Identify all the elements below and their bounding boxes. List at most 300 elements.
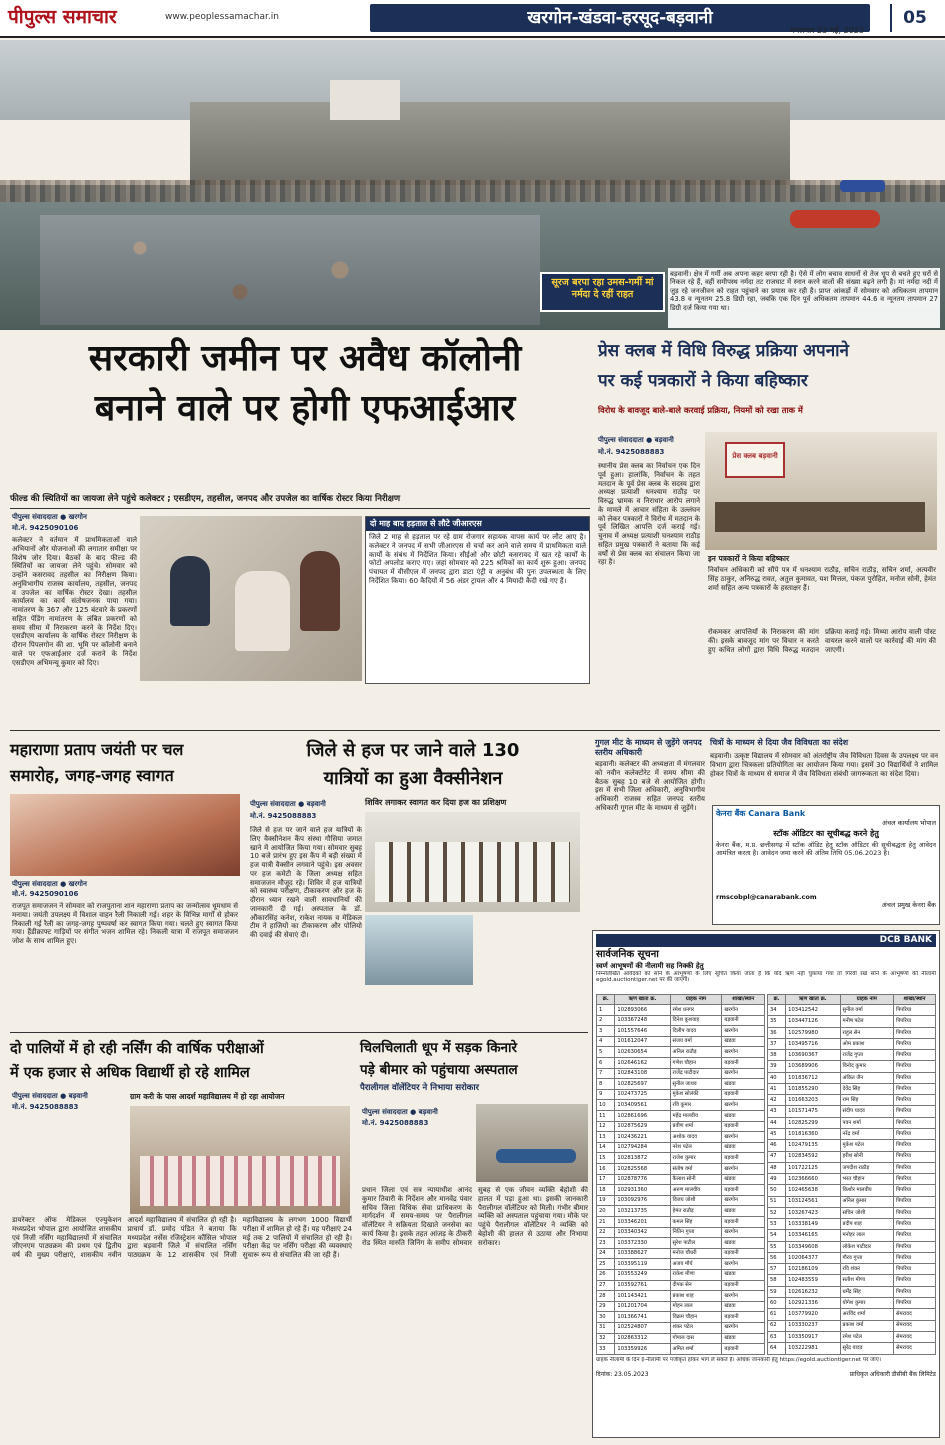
table-cell: 16 <box>597 1164 615 1175</box>
table-cell: खंडवा <box>722 1333 765 1344</box>
canara-bank-name: केनरा बैंक Canara Bank <box>716 809 806 818</box>
table-cell: पिपरिया <box>894 1219 936 1230</box>
table-cell: खरगोन <box>722 1132 765 1143</box>
table-cell: 102646162 <box>615 1058 670 1069</box>
table-row <box>597 1333 765 1344</box>
table-cell: 58 <box>768 1275 786 1286</box>
table-cell: मुकेश सोलंकी <box>670 1089 722 1100</box>
table-cell: खरगोन <box>722 1164 765 1175</box>
table-cell: 50 <box>768 1185 786 1196</box>
table-cell: 103689906 <box>786 1061 840 1072</box>
table-cell: 102861696 <box>615 1111 670 1122</box>
meet-headline: गुगल मीट के माध्यम से जुड़ेंगे जनपद स्तरीय अधिकारी <box>595 738 702 757</box>
table-cell: दिलीप यादव <box>670 1026 722 1037</box>
table-cell: 102825697 <box>615 1079 670 1090</box>
table-cell: बड़वानी <box>722 1185 765 1196</box>
table-cell: 1 <box>597 1005 615 1016</box>
table-cell: 102825299 <box>786 1117 840 1128</box>
table-cell: लोकेश पाटीदार <box>840 1241 893 1252</box>
table-cell: 54 <box>768 1230 786 1241</box>
table-row <box>768 1275 936 1286</box>
table-cell: 102479135 <box>786 1140 840 1151</box>
table-row <box>597 1142 765 1153</box>
table-cell: 102579980 <box>786 1027 840 1038</box>
table-cell: 51 <box>768 1196 786 1207</box>
table-cell: 102921336 <box>786 1298 840 1309</box>
table-cell: कमल सिंह <box>670 1216 722 1227</box>
table-cell: खंडवा <box>722 1079 765 1090</box>
table-cell: अमित शर्मा <box>670 1344 722 1355</box>
table-row <box>768 1162 936 1173</box>
table-cell: 23 <box>597 1238 615 1249</box>
table-cell: 102483559 <box>786 1275 840 1286</box>
table-cell: 56 <box>768 1252 786 1263</box>
table-row <box>597 1301 765 1312</box>
dcb-col-branch: शाखा/स्थान <box>894 994 936 1005</box>
hajj-headline-1: जिले से हज पर जाने वाले 130 <box>306 740 520 761</box>
press-photo-caption: निर्वाचन अधिकारी को सौंपे पत्र में धनश्याम राठौड़, सचिन राठौड़, सचिन शर्मा, अत्यवीर सिंह ठाकुर, अनिरुद्ध रावत, अतुल कुमावत, यश मित्तल, पंकज पुरोहित, मनोज सोनी, हेमंत शर्मा सहित अन्य पत्रकारों के हस्ताक्षर हैं। <box>708 566 936 592</box>
road-headline-1: चिलचिलाती धूप में सड़क किनारे <box>360 1040 518 1056</box>
table-cell: राजेंद्र पाटीदार <box>670 1068 722 1079</box>
table-cell: खंडवा <box>722 1036 765 1047</box>
table-row <box>768 1264 936 1275</box>
table-cell: बड़वानी <box>722 1153 765 1164</box>
table-cell: 5 <box>597 1047 615 1058</box>
table-cell: खरगोन <box>722 1026 765 1037</box>
grs-box-text: जिले 2 माह से हड़ताल पर रहे ग्राम रोजगार सहायक वापस कार्य पर लौट आए है। कलेक्टर ने जनपद में सभी जीआरएस से चर्चा कर आने वाले समय में प्राथमिकता वाले कार्यों के संबंध में निर्देशित किया। सीईओ और छोटी कसरावद में खत रहे कार्यों के फोटो अपलोड कराए गए। जहां सोमवार को 225 श्रमिकों का कार्य शुरू हुआ। जनपद पंचायत में वीसीएल में जनपद द्वारा डाटा एंट्री व अनुबंध की पुनः उपलब्धता के लिए निर्देशित किया। 60 कैदियों में 56 अंडर ट्रायल और 4 मियादी कैदी रखे गए हैं। <box>369 533 586 585</box>
table-cell: 102630654 <box>615 1047 670 1058</box>
table-cell: दिनेश कुशवाह <box>670 1015 722 1026</box>
road-phone: मो.नं. 9425088883 <box>362 1119 429 1127</box>
table-cell: ओम प्रकाश <box>840 1038 893 1049</box>
table-cell: 21 <box>597 1216 615 1227</box>
dcb-col-no: क्र. <box>597 994 615 1005</box>
press-text-2: रोकमकर आपत्तियों के निराकरण की मांग की। इसके बावजूद मांग पर विचार न करते हुए कथित लोगों द्वारा विधि विरुद्ध मतदान प्रक्रिया कराई गई। मिथ्या आरोप वाली पोस्ट वायरल करने वालों पर कार्रवाई की मांग की जाएगी। <box>708 628 936 654</box>
dcb-col-no: क्र. <box>768 994 786 1005</box>
table-cell: 43 <box>768 1106 786 1117</box>
grs-box-head: दो माह बाद हड़ताल से लौटे जीआरएस <box>366 517 589 531</box>
table-cell: 102436221 <box>615 1132 670 1143</box>
table-row <box>768 1140 936 1151</box>
table-cell: सेमरावद <box>894 1331 936 1342</box>
hajj-group-photo <box>365 812 580 912</box>
table-row <box>597 1153 765 1164</box>
table-cell: बड़वानी <box>722 1248 765 1259</box>
table-cell: पिपरिया <box>894 1196 936 1207</box>
table-cell: पिपरिया <box>894 1140 936 1151</box>
table-cell: पिपरिया <box>894 1185 936 1196</box>
table-cell: 59 <box>768 1286 786 1297</box>
table-row <box>768 1196 936 1207</box>
table-cell: खंडवा <box>722 1111 765 1122</box>
table-cell: 101143421 <box>615 1291 670 1302</box>
table-row <box>597 1195 765 1206</box>
table-cell: पिपरिया <box>894 1241 936 1252</box>
table-cell: पिपरिया <box>894 1038 936 1049</box>
hajj-subhead: शिविर लगाकर स्वागत कर दिया हज का प्रशिक्षण <box>365 798 507 807</box>
table-row <box>597 1344 765 1355</box>
table-cell: सुरेंद्र यादव <box>840 1343 893 1355</box>
table-row <box>597 1132 765 1143</box>
table-cell: 102875629 <box>615 1121 670 1132</box>
table-cell: 102794284 <box>615 1142 670 1153</box>
table-cell: 3 <box>597 1026 615 1037</box>
table-cell: मनोज चौधरी <box>670 1248 722 1259</box>
table-cell: प्रवीण शर्मा <box>670 1121 722 1132</box>
table-cell: सुनील जाधव <box>670 1079 722 1090</box>
table-row <box>597 1164 765 1175</box>
table-cell: खंडवा <box>722 1269 765 1280</box>
table-cell: 103779920 <box>786 1309 840 1320</box>
table-cell: 63 <box>768 1331 786 1342</box>
table-cell: 49 <box>768 1174 786 1185</box>
colony-headline-1: सरकारी जमीन पर अवैध कॉलोनी <box>88 338 522 379</box>
table-cell: हरीश सोनी <box>840 1151 893 1162</box>
table-cell: प्रकाश शाह <box>670 1291 722 1302</box>
table-cell: पिपरिया <box>894 1083 936 1094</box>
table-row <box>597 1185 765 1196</box>
table-cell: पिपरिया <box>894 1230 936 1241</box>
table-row <box>597 1111 765 1122</box>
table-cell: 41 <box>768 1083 786 1094</box>
table-cell: 103124561 <box>786 1196 840 1207</box>
road-byline: पीपुल्स संवाददाता ● बड़वानी <box>362 1108 438 1116</box>
masthead <box>0 0 945 38</box>
table-row <box>768 1072 936 1083</box>
dcb-col-branch: शाखा/स्थान <box>722 994 765 1005</box>
table-row <box>768 1117 936 1128</box>
table-row <box>597 1174 765 1185</box>
table-cell: 102931360 <box>615 1185 670 1196</box>
table-cell: अनिल कुमार <box>840 1196 893 1207</box>
table-cell: 102064377 <box>786 1252 840 1263</box>
nursing-byline: पीपुल्स संवाददाता ● बड़वानी <box>12 1092 88 1100</box>
table-cell: 103330237 <box>786 1320 840 1331</box>
colony-phone: मो.नं. 9425090106 <box>12 524 79 532</box>
table-cell: 61 <box>768 1309 786 1320</box>
table-row <box>768 1050 936 1061</box>
table-cell: बड़वानी <box>722 1344 765 1355</box>
table-cell: 103267423 <box>786 1207 840 1218</box>
table-cell: 14 <box>597 1142 615 1153</box>
region-banner: खरगोन-खंडवा-हरसूद-बड़वानी <box>370 4 870 32</box>
table-row <box>768 1185 936 1196</box>
canara-text: केनरा बैंक, म.प्र. छत्तीसगढ़ में स्टॉक ऑडिट हेतु स्टॉक ऑडिटर की सूचीबद्धता हेतु आवेदन आमंत्रित करता है। आवेदन जमा करने की अंतिम तिथि 05.06.2023 है। <box>716 841 936 858</box>
table-cell: हेमंत राठौड़ <box>670 1206 722 1217</box>
table-row <box>768 1230 936 1241</box>
top-story-text: बड़वानी। क्षेत्र में गर्मी अब अपना कहर बरपा रही है। ऐसे में लोग बचाव साधनों से तेज धूप से बचते हुए घरों से निकल रहे हैं, वहीं समीपस्थ नर्मदा तट राजघाट में स्नान करने वालों की संख्या बढ़ने लगी है। मां नर्मदा नदी में जुड़ रहे जनजीवन को राहत पहुंचाने का प्रयास कर रही है। प्राप्त आंकड़ों में सोमवार को अधिकतम तापमान 43.8 व न्यूनतम 25.8 डिग्री रहा, जबकि एक दिन पूर्व अधिकतम तापमान 44.6 व न्यूनतम तापमान 27 डिग्री दर्ज किया गया था। <box>668 268 940 328</box>
table-cell: 10 <box>597 1100 615 1111</box>
table-cell: नरेश पटेल <box>670 1142 722 1153</box>
table-row <box>597 1248 765 1259</box>
table-cell: संदीप यादव <box>840 1106 893 1117</box>
table-row <box>768 1005 936 1016</box>
dcb-col-account: ऋण खाता क्र. <box>786 994 840 1005</box>
table-row <box>597 1238 765 1249</box>
table-cell: 60 <box>768 1298 786 1309</box>
dcb-col-account: ऋण खाता क्र. <box>615 994 670 1005</box>
table-cell: 101836712 <box>786 1072 840 1083</box>
table-cell: 103349608 <box>786 1241 840 1252</box>
table-row <box>597 1291 765 1302</box>
colony-text: कलेक्टर ने वर्तमान में प्राथमिकताओं वाले अभियानों और योजनाओं की लगातार समीक्षा पर विशेष जोर दिया। बैठकों के बाद फील्ड की स्थितियों का जायजा लेने पहुंचे। सोमवार को उन्होंने कसरावद तहसील का निरीक्षण किया। अनुविभागीय राजस्व कार्यालय, तहसील, जनपद व उपजेल का वार्षिक रोस्टर देखा। तहसील कार्यालय का कार्य संतोषजनक पाया गया। नामांतरण के 367 और 125 बंटवारे के प्रकरणों सहित पेंडिंग नामांतरण के लंबित प्रकरणों को समय सीमा में निराकरण करने के निर्देश दिए। एसडीएम कार्यालय के वार्षिक रोस्टर निरीक्षण के दौरान पिपलगोन की शा. भूमि पर कॉलोनी बनाने वाले पर एफआईआर दर्ज कराने के निर्देश एसडीएम अभिमन्यू कुमार को दिए। <box>12 536 137 667</box>
canara-sign: अंचल प्रमुख केनरा बैंक <box>881 901 936 910</box>
table-cell: भरत चौहान <box>840 1174 893 1185</box>
table-cell: संतोष वर्मा <box>670 1164 722 1175</box>
table-cell: पिपरिया <box>894 1050 936 1061</box>
page-number: 05 <box>890 4 938 32</box>
table-cell: 36 <box>768 1027 786 1038</box>
table-row <box>597 1269 765 1280</box>
table-cell: 101366741 <box>615 1312 670 1323</box>
table-cell: 26 <box>597 1269 615 1280</box>
table-cell: 15 <box>597 1153 615 1164</box>
table-row <box>768 1286 936 1297</box>
table-cell: बड़वानी <box>722 1312 765 1323</box>
table-cell: मनोहर लाल <box>840 1230 893 1241</box>
press-headline-1: प्रेस क्लब में विधि विरुद्ध प्रक्रिया अपनाने <box>598 341 849 361</box>
table-cell: 102843108 <box>615 1068 670 1079</box>
table-row <box>768 1016 936 1027</box>
table-cell: पिपरिया <box>894 1095 936 1106</box>
press-club-photo <box>705 432 937 550</box>
table-cell: 48 <box>768 1162 786 1173</box>
hajj-headline-2: यात्रियों का हुआ वैक्सीनेशन <box>323 768 503 789</box>
table-row <box>597 1206 765 1217</box>
table-cell: पवन शर्मा <box>840 1117 893 1128</box>
table-cell: 103592761 <box>615 1280 670 1291</box>
table-cell: 42 <box>768 1095 786 1106</box>
table-cell: 18 <box>597 1185 615 1196</box>
table-cell: 101663203 <box>786 1095 840 1106</box>
table-cell: खंडवा <box>722 1301 765 1312</box>
table-cell: 103222981 <box>786 1343 840 1355</box>
table-cell: रमेश पटेल <box>840 1331 893 1342</box>
table-row <box>768 1129 936 1140</box>
table-row <box>768 1331 936 1342</box>
table-cell: धर्मेंद्र सिंह <box>840 1286 893 1297</box>
table-cell: 102834592 <box>786 1151 840 1162</box>
table-cell: 12 <box>597 1121 615 1132</box>
table-row <box>597 1068 765 1079</box>
table-cell: 101612047 <box>615 1036 670 1047</box>
dcb-table-right <box>767 994 936 1355</box>
table-row <box>597 1089 765 1100</box>
table-cell: पिपरिया <box>894 1061 936 1072</box>
table-cell: 52 <box>768 1207 786 1218</box>
table-row <box>597 1015 765 1026</box>
table-cell: 103495716 <box>786 1038 840 1049</box>
table-cell: राकेश मीणा <box>670 1269 722 1280</box>
table-cell: 37 <box>768 1038 786 1049</box>
table-cell: 20 <box>597 1206 615 1217</box>
colony-byline: पीपुल्स संवाददाता ● खरगोन <box>12 513 87 521</box>
table-cell: 17 <box>597 1174 615 1185</box>
roadside-patient-photo <box>476 1104 588 1182</box>
table-row <box>768 1027 936 1038</box>
issue-date: मंगलवार 23 मई, 2023 <box>790 26 864 35</box>
table-cell: पिपरिया <box>894 1252 936 1263</box>
table-cell: 101855290 <box>786 1083 840 1094</box>
table-cell: पिपरिया <box>894 1151 936 1162</box>
canara-ad <box>712 805 940 925</box>
table-cell: राजेंद्र गुप्ता <box>840 1050 893 1061</box>
table-cell: गौरव गुप्ता <box>840 1252 893 1263</box>
press-headline-2: पर कई पत्रकारों ने किया बहिष्कार <box>598 371 808 391</box>
table-cell: 39 <box>768 1061 786 1072</box>
table-cell: सेमरावद <box>894 1309 936 1320</box>
table-cell: नितिन गुप्ता <box>670 1227 722 1238</box>
table-cell: जगदीश राठौड़ <box>840 1162 893 1173</box>
table-row <box>768 1095 936 1106</box>
table-cell: 24 <box>597 1248 615 1259</box>
table-cell: 11 <box>597 1111 615 1122</box>
table-cell: सेमरावद <box>894 1343 936 1355</box>
table-cell: गोपाल दास <box>670 1333 722 1344</box>
table-cell: 101557646 <box>615 1026 670 1037</box>
road-text: प्रधान जिला एवं सत्र न्यायाधीश आनंद कुमार तिवारी के निर्देशन और मानवेंद्र पंवार सचिव जिला विधिक सेवा प्राधिकरण के मार्गदर्शन में समय-समय पर पैरालीगल वॉलेंटियर ने सक्रियता दिखाते जनसेवा का कार्य किया है। इसके तहत आंजड़ के ठीकरी रोड स्थित मारुति जिनिंग के समीप सोमवार सुबह से एक जीवन व्यक्ति बेहोशी की हालत में पड़ा हुआ था। इसकी जानकारी पैरालीगल वॉलेंटियर को मिली। गंभीर बीमार व्यक्ति को अस्पताल पहुंचाया गया। मौके पर पहुंचे पैरालीगल वॉलेंटियर ने व्यक्ति को बेहोशी की हालत से उठाया और निभाया सरोकार। <box>362 1186 588 1247</box>
dcb-notice <box>592 930 940 1438</box>
table-cell: 103350917 <box>786 1331 840 1342</box>
table-cell: बड़वानी <box>722 1121 765 1132</box>
table-cell: संजय वर्मा <box>670 1036 722 1047</box>
hajj-byline: पीपुल्स संवाददाता ● बड़वानी <box>250 800 326 808</box>
nursing-text: डायरेक्टर ऑफ मेडिकल एज्युकेशन मध्यप्रदेश भोपाल द्वारा आयोजित शासकीय एवं निजी नर्सिंग महाविद्यालयों में संचालित जीएनएम पाठ्यक्रम की प्रथम एवं द्वितीय वर्ष की मुख्य परीक्षाएं, शासकीय नवीन आदर्श महाविद्यालय में संचालित हो रही है। प्राचार्य डॉ. प्रमोद पंडित ने बताया कि मध्यप्रदेश नर्सेस रजिस्ट्रेशन कौंसिल भोपाल द्वारा बड़वानी जिले में संचालित नर्सिंग पाठ्यक्रम के 12 शासकीय एवं निजी महाविद्यालय के लगभग 1000 विद्यार्थी परीक्षा में शामिल हो रहे हैं। यह परीक्षाएं 24 मई तक 2 पालियों में संचालित हो रही है। परीक्षा केंद्र पर नर्सिंग परीक्षा की व्यवस्थाएं सुचारू रूप से संचालित की जा रही हैं। <box>12 1216 352 1259</box>
table-cell: पिपरिया <box>894 1174 936 1185</box>
table-cell: 6 <box>597 1058 615 1069</box>
press-byline: पीपुल्स संवाददाता ● बड़वानी <box>598 436 674 444</box>
table-cell: बड़वानी <box>722 1058 765 1069</box>
table-cell: मोहन लाल <box>670 1301 722 1312</box>
table-cell: 2 <box>597 1015 615 1026</box>
table-row <box>597 1005 765 1016</box>
river-photo <box>0 40 945 330</box>
table-cell: खंडवा <box>722 1174 765 1185</box>
table-row <box>768 1320 936 1331</box>
press-photo-caption-head: इन पत्रकारों ने किया बहिष्कार <box>708 554 790 563</box>
table-row <box>597 1058 765 1069</box>
table-cell: देवेंद्र सिंह <box>840 1083 893 1094</box>
table-row <box>597 1259 765 1270</box>
table-cell: पिपरिया <box>894 1027 936 1038</box>
table-cell: 102473725 <box>615 1089 670 1100</box>
table-cell: खरगोन <box>722 1259 765 1270</box>
table-cell: 53 <box>768 1219 786 1230</box>
table-row <box>768 1174 936 1185</box>
table-cell: खंडवा <box>722 1142 765 1153</box>
hajj-phone: मो.नं. 9425088883 <box>250 812 317 820</box>
table-cell: खरगोन <box>722 1195 765 1206</box>
table-cell: 38 <box>768 1050 786 1061</box>
table-row <box>768 1106 936 1117</box>
nursing-phone: मो.नं. 9425088883 <box>12 1103 79 1111</box>
table-cell: राजेश कुमार <box>670 1153 722 1164</box>
dcb-intro: निम्नलिखित आवेदकों को सोने के आभूषणों के लिए सूचित किया जाता है कि यदि ऋण नहीं चुकाया गया तो गिरवी रखे सोने के आभूषणों की नीलामी egold.auctiontiger.net पर की जाएगी। <box>596 970 936 984</box>
table-cell: 28 <box>597 1291 615 1302</box>
table-cell: 102825568 <box>615 1164 670 1175</box>
dcb-table-left <box>596 994 765 1355</box>
canara-office: अंचल कार्यालय भोपाल <box>882 819 936 827</box>
table-cell: 40 <box>768 1072 786 1083</box>
table-cell: 45 <box>768 1129 786 1140</box>
table-cell: 25 <box>597 1259 615 1270</box>
table-cell: 103409561 <box>615 1100 670 1111</box>
road-subhead: पैरालीगल वॉलेंटियर ने निभाया सरोकार <box>360 1083 480 1093</box>
table-row <box>597 1280 765 1291</box>
table-cell: प्रदीप शाह <box>840 1219 893 1230</box>
table-cell: राहुल सेन <box>840 1027 893 1038</box>
table-cell: 103372330 <box>615 1238 670 1249</box>
table-row <box>768 1083 936 1094</box>
table-cell: शंकर पटेल <box>670 1322 722 1333</box>
table-cell: 103447126 <box>786 1016 840 1027</box>
table-cell: 29 <box>597 1301 615 1312</box>
table-cell: खरगोन <box>722 1322 765 1333</box>
table-row <box>768 1061 936 1072</box>
table-cell: बड़वानी <box>722 1089 765 1100</box>
table-cell: पिपरिया <box>894 1016 936 1027</box>
table-cell: 57 <box>768 1264 786 1275</box>
table-cell: पिपरिया <box>894 1072 936 1083</box>
table-cell: राम सिंह <box>840 1095 893 1106</box>
dcb-bank-name: DCB BANK <box>596 934 936 947</box>
table-cell: पिपरिया <box>894 1117 936 1128</box>
table-cell: 102813872 <box>615 1153 670 1164</box>
press-text-1: स्थानीय प्रेस क्लब का निर्वाचन एक दिन पूर्व हुआ। हालांकि, निर्वाचन के तहत मतदान के पूर्व प्रेस क्लब के सदस्य द्वारा अध्यक्ष प्रत्याशी धनश्याम राठौड़ पर विरुद्ध भ्रामक व निराधार आरोप लगाने के मामले में आचार संहिता के उल्लंघन को लेकर पत्रकारों ने विरोध में मतदान के पूर्व लिखित आपत्ति दर्ज कराई गई। चुनाव में अध्यक्ष प्रत्याशी घनश्याम राठौड़ सहित प्रमुख पत्रकारों ने बताया कि कई वर्षों से प्रेस क्लब का संचालन किया जा रहा है। <box>598 462 700 567</box>
press-phone: मो.नं. 9425088883 <box>598 448 665 456</box>
dcb-col-name: ग्राहक नाम <box>670 994 722 1005</box>
meet-text: बड़वानी। कलेक्टर की अध्यक्षता में मंगलवार को नवीन कलेक्टोरेट में समय सीमा की बैठक सुबह 10 बजे से आयोजित होगी। इस में सभी जिला अधिकारी, अनुविभागीय अधिकारी राजस्व सहित जनपद स्तरीय अधिकारी गूगल मीट के माध्यम से जुड़ेंगे। <box>595 760 705 812</box>
table-cell: 102465638 <box>786 1185 840 1196</box>
table-row <box>768 1309 936 1320</box>
table-cell: अनिल राठौड़ <box>670 1047 722 1058</box>
table-row <box>768 1151 936 1162</box>
table-row <box>768 1207 936 1218</box>
table-cell: 33 <box>597 1344 615 1355</box>
table-cell: खरगोन <box>722 1047 765 1058</box>
table-cell: पिपरिया <box>894 1264 936 1275</box>
table-cell: 103367248 <box>615 1015 670 1026</box>
table-cell: कैलाश सोनी <box>670 1174 722 1185</box>
pratap-headline-1: महाराणा प्रताप जयंती पर चल <box>10 740 184 759</box>
table-cell: 101201704 <box>615 1301 670 1312</box>
table-cell: खरगोन <box>722 1227 765 1238</box>
table-cell: अरविंद शर्मा <box>840 1309 893 1320</box>
table-cell: अशोक यादव <box>670 1132 722 1143</box>
table-cell: पिपरिया <box>894 1162 936 1173</box>
table-cell: 103213735 <box>615 1206 670 1217</box>
art-text: बड़वानी। उत्कृष्ट विद्यालय में सोमवार को अंतर्राष्ट्रीय जैव विविधता दिवस के उपलक्ष्य पर वन विभाग द्वारा चित्रकला प्रतियोगिता का आयोजन किया गया। इसमें 30 विद्यार्थियों ने शामिल होकर चित्रों के माध्यम से समाज में जैव विविधता संबंधी जागरूकता का संदेश दिया। <box>710 752 938 778</box>
road-headline-2: पड़े बीमार को पहुंचाया अस्पताल <box>360 1062 518 1078</box>
table-cell: पिपरिया <box>894 1129 936 1140</box>
table-cell: बड़वानी <box>722 1280 765 1291</box>
table-cell: 103346201 <box>615 1216 670 1227</box>
dcb-sign: प्राधिकृत अधिकारी डीसीबी बैंक लिमिटेड <box>849 1370 936 1378</box>
nursing-subhead: ग्राम करी के पास आदर्श महाविद्यालय में हो रहा आयोजन <box>130 1092 285 1101</box>
table-cell: महेंद्र मालवीय <box>670 1111 722 1122</box>
table-cell: 103346165 <box>786 1230 840 1241</box>
table-row <box>597 1121 765 1132</box>
table-cell: 64 <box>768 1343 786 1355</box>
table-cell: 55 <box>768 1241 786 1252</box>
table-row <box>597 1100 765 1111</box>
table-cell: खरगोन <box>722 1100 765 1111</box>
table-cell: योगेश कुमार <box>840 1298 893 1309</box>
table-cell: 102878776 <box>615 1174 670 1185</box>
rally-photo <box>10 794 240 876</box>
table-cell: 7 <box>597 1068 615 1079</box>
table-cell: बड़वानी <box>722 1015 765 1026</box>
